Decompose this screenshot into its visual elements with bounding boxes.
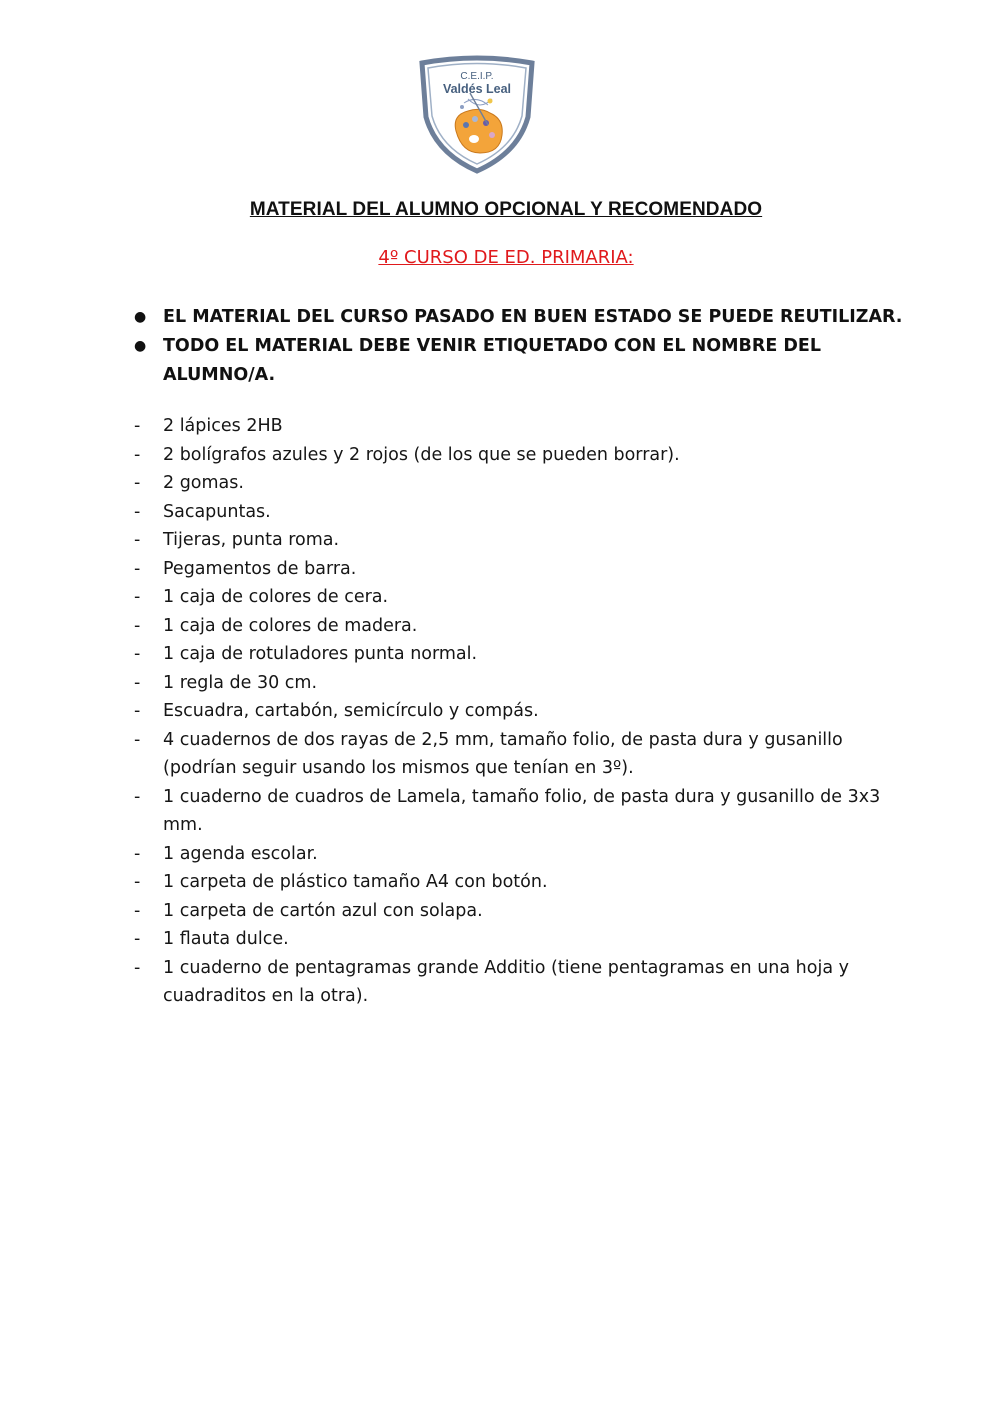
list-item <box>132 441 912 470</box>
item-text: 1 caja de colores de cera. <box>163 587 389 607</box>
dash-marker: - <box>134 900 141 921</box>
list-item <box>132 783 912 840</box>
list-item <box>132 469 912 498</box>
list-item <box>132 640 912 669</box>
item-text: 1 caja de colores de madera. <box>163 615 418 636</box>
school-shield-palette-icon <box>418 55 536 175</box>
item-text: 1 flauta dulce. <box>163 929 289 949</box>
item-text: 1 carpeta de cartón azul con solapa. <box>163 900 483 921</box>
logo-line1: C.E.I.P. <box>460 71 494 82</box>
dash-marker: - <box>134 558 141 579</box>
list-item <box>132 498 912 527</box>
note-item <box>132 332 912 390</box>
list-item <box>132 726 912 783</box>
list-item <box>132 840 912 869</box>
item-text: Tijeras, punta roma. <box>163 530 340 550</box>
item-text: Sacapuntas. <box>163 501 271 522</box>
logo-line2: Valdés Leal <box>442 82 512 96</box>
item-text: 4 cuadernos de dos rayas de 2,5 mm, tamaño folio, de pasta dura y gusanillo (podrían seguir usando los mismos que tenían en 3º). <box>163 729 843 778</box>
dash-marker: - <box>134 473 141 493</box>
list-item <box>132 526 912 555</box>
list-item <box>132 897 912 926</box>
dash-marker: - <box>134 587 141 607</box>
dash-marker: - <box>134 786 141 807</box>
school-logo <box>418 55 536 175</box>
item-text: 1 cuaderno de pentagramas grande Additio (tiene pentagramas en una hoja y cuadraditos en la otra). <box>163 957 849 1006</box>
item-text: Pegamentos de barra. <box>163 558 357 579</box>
item-text: Escuadra, cartabón, semicírculo y compás. <box>163 701 539 721</box>
dash-marker: - <box>134 416 141 436</box>
dash-marker: - <box>134 444 141 465</box>
item-text: 2 bolígrafos azules y 2 rojos (de los que se pueden borrar). <box>163 444 680 465</box>
dash-marker: - <box>134 957 141 978</box>
dash-marker: - <box>134 929 141 949</box>
dash-marker: - <box>134 530 141 550</box>
note-text: TODO EL MATERIAL DEBE VENIR ETIQUETADO CON EL NOMBRE DEL ALUMNO/A. <box>163 336 822 385</box>
item-text: 2 lápices 2HB <box>163 416 283 436</box>
item-text: 1 caja de rotuladores punta normal. <box>163 644 478 664</box>
bullet-icon: ● <box>134 309 147 325</box>
dash-marker: - <box>134 843 141 864</box>
list-item <box>132 412 912 441</box>
item-text: 1 carpeta de plástico tamaño A4 con botón. <box>163 872 548 892</box>
notes-list <box>132 303 912 390</box>
note-item <box>132 303 912 332</box>
list-item <box>132 925 912 954</box>
item-text: 1 cuaderno de cuadros de Lamela, tamaño folio, de pasta dura y gusanillo de 3x3 mm. <box>163 786 881 835</box>
page-title: MATERIAL DEL ALUMNO OPCIONAL Y RECOMENDADO <box>249 199 763 220</box>
item-text: 1 regla de 30 cm. <box>163 672 318 693</box>
list-item <box>132 583 912 612</box>
item-text: 1 agenda escolar. <box>163 843 318 864</box>
bullet-icon: ● <box>134 338 147 354</box>
dash-marker: - <box>134 729 141 750</box>
list-item <box>132 954 912 1011</box>
dash-marker: - <box>134 644 141 664</box>
dash-marker: - <box>134 672 141 693</box>
list-item <box>132 555 912 584</box>
list-item <box>132 669 912 698</box>
dash-marker: - <box>134 501 141 522</box>
item-text: 2 gomas. <box>163 473 244 493</box>
dash-marker: - <box>134 701 141 721</box>
materials-list <box>132 412 912 1011</box>
list-item <box>132 612 912 641</box>
note-text: EL MATERIAL DEL CURSO PASADO EN BUEN ESTADO SE PUEDE REUTILIZAR. <box>163 307 903 327</box>
list-item <box>132 697 912 726</box>
dash-marker: - <box>134 615 141 636</box>
dash-marker: - <box>134 872 141 892</box>
list-item <box>132 868 912 897</box>
page-subtitle: 4º CURSO DE ED. PRIMARIA: <box>378 247 634 268</box>
